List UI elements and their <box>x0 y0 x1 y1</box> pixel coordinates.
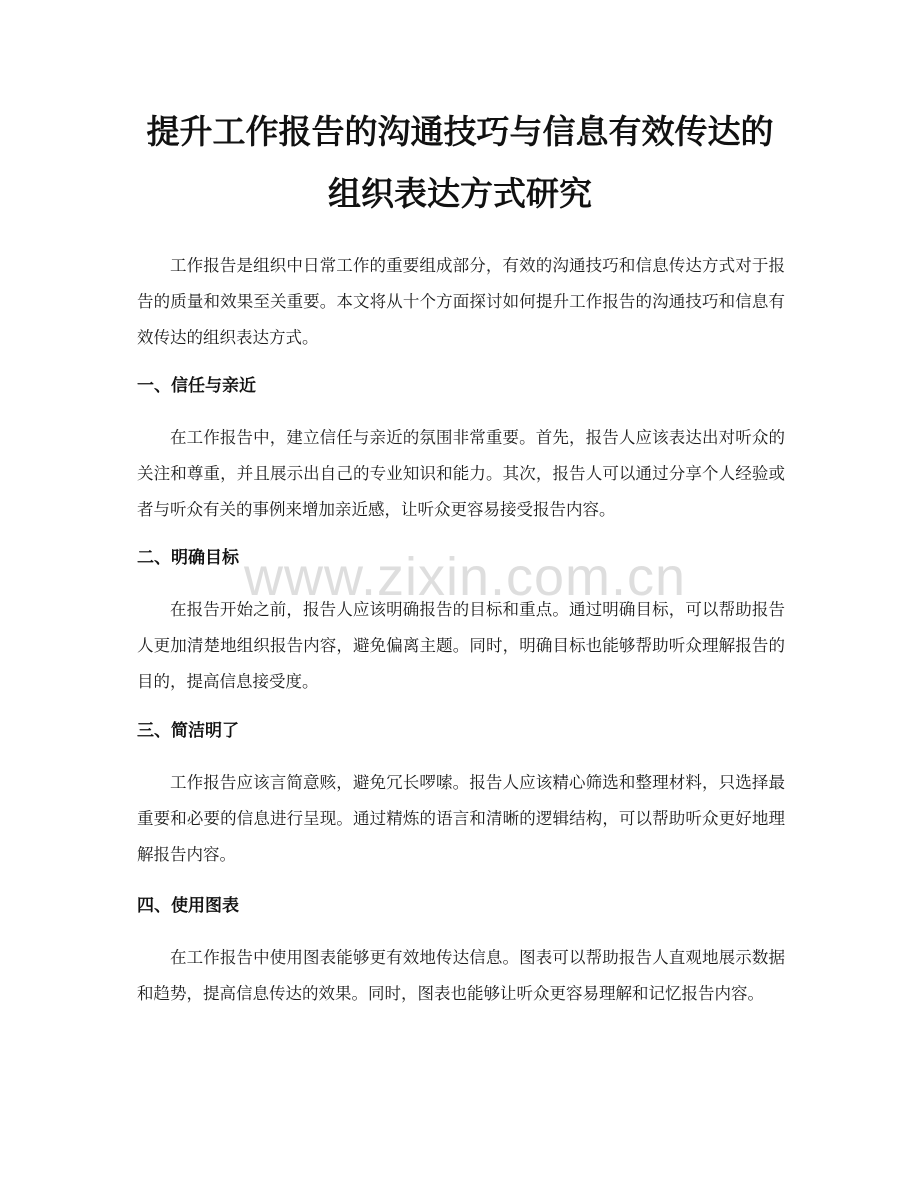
section-heading-trust: 一、信任与亲近 <box>137 376 256 396</box>
section-body-concise: 工作报告应该言简意赅，避免冗长啰嗦。报告人应该精心筛选和整理材料，只选择最重要和必要的信息进行呈现。通过精炼的语言和清晰的逻辑结构，可以帮助听众更好地理解报告内容。 <box>137 773 785 864</box>
document-title-line2: 组织表达方式研究 <box>328 174 592 213</box>
section-heading-concise: 三、简洁明了 <box>137 721 239 741</box>
section-body-goals: 在报告开始之前，报告人应该明确报告的目标和重点。通过明确目标，可以帮助报告人更加清楚地组织报告内容，避免偏离主题。同时，明确目标也能够帮助听众理解报告的目的，提高信息接受度。 <box>137 600 785 691</box>
document-title-line1: 提升工作报告的沟通技巧与信息有效传达的 <box>146 112 774 151</box>
section-heading-charts: 四、使用图表 <box>137 896 239 916</box>
section-body-trust: 在工作报告中，建立信任与亲近的氛围非常重要。首先，报告人应该表达出对听众的关注和尊重，并且展示出自己的专业知识和能力。其次，报告人可以通过分享个人经验或者与听众有关的事例来增加亲近感，让听众更容易接受报告内容。 <box>137 428 785 519</box>
intro-paragraph: 工作报告是组织中日常工作的重要组成部分，有效的沟通技巧和信息传达方式对于报告的质量和效果至关重要。本文将从十个方面探讨如何提升工作报告的沟通技巧和信息有效传达的组织表达方式。 <box>137 256 785 347</box>
section-body-charts: 在工作报告中使用图表能够更有效地传达信息。图表可以帮助报告人直观地展示数据和趋势，提高信息传达的效果。同时，图表也能够让听众更容易理解和记忆报告内容。 <box>137 948 785 1003</box>
watermark: www.zixin.com.cn <box>243 547 687 607</box>
section-heading-goals: 二、明确目标 <box>137 548 239 568</box>
